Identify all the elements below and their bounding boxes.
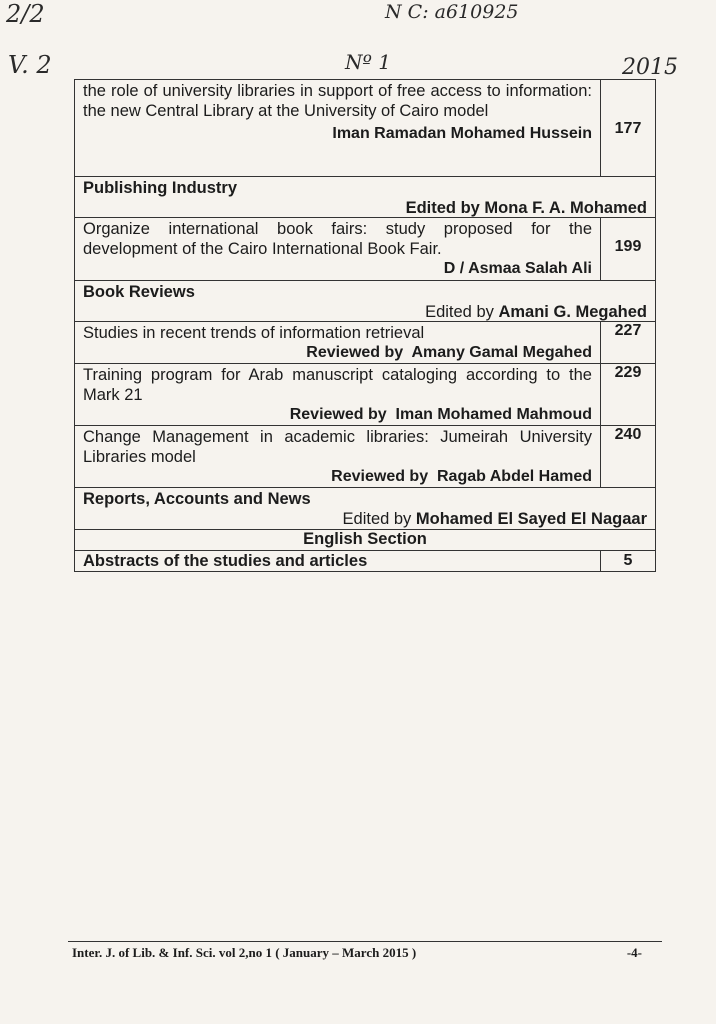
entry-page: 227 — [600, 322, 655, 363]
entry-page: 229 — [600, 364, 655, 425]
entry-title: Studies in recent trends of information retrieval — [83, 324, 425, 342]
handwritten-volume: V. 2 — [8, 51, 52, 79]
entry-page: 177 — [600, 80, 655, 176]
section-header — [75, 530, 655, 551]
reviewer-prefix: Reviewed by — [306, 344, 404, 361]
toc-entry — [75, 218, 655, 281]
section-editor — [83, 302, 647, 322]
section-editor: Edited by Mona F. A. Mohamed — [405, 199, 647, 217]
section-header — [75, 488, 655, 530]
table-of-contents — [74, 79, 656, 572]
entry-page: 199 — [600, 218, 655, 280]
toc-entry — [75, 322, 655, 364]
footer-divider — [68, 941, 662, 942]
handwritten-top-left: 2/2 — [6, 0, 45, 28]
editor-name: Mohamed El Sayed El Nagaar — [415, 510, 647, 528]
entry-title: Organize international book fairs: study proposed for the development of the Cairo International Book Fair. — [83, 220, 592, 258]
section-header — [75, 177, 655, 218]
toc-entry — [75, 551, 655, 571]
entry-title: Abstracts of the studies and articles — [83, 552, 368, 570]
entry-title: Change Management in academic libraries: Jumeirah University Libraries model — [83, 428, 592, 466]
section-title: Book Reviews — [83, 283, 195, 301]
reviewer-prefix: Reviewed by — [331, 468, 429, 485]
toc-entry — [75, 80, 655, 177]
toc-entry — [75, 364, 655, 426]
entry-author: Iman Ramadan Mohamed Hussein — [332, 125, 592, 142]
section-editor — [83, 509, 647, 529]
handwritten-issue: Nº 1 — [345, 50, 391, 74]
entry-title: Training program for Arab manuscript cataloging according to the Mark 21 — [83, 366, 592, 404]
reviewer-prefix: Reviewed by — [289, 406, 387, 423]
entry-author: D / Asmaa Salah Ali — [443, 260, 592, 277]
section-title: Reports, Accounts and News — [83, 490, 311, 508]
toc-entry — [75, 426, 655, 488]
reviewer-name: Amany Gamal Megahed — [411, 344, 592, 361]
reviewer-name: Ragab Abdel Hamed — [437, 468, 592, 485]
footer-page-number: -4- — [626, 945, 642, 960]
entry-author — [83, 467, 592, 487]
handwritten-year: 2015 — [622, 55, 678, 80]
handwritten-reference: N C: a610925 — [385, 1, 519, 23]
entry-author — [83, 343, 592, 363]
section-header — [75, 281, 655, 322]
entry-page: 240 — [600, 426, 655, 487]
entry-author — [83, 405, 592, 425]
editor-name: Amani G. Megahed — [498, 303, 647, 321]
entry-title: the role of university libraries in support of free access to information: the new Central Library at the University of Cairo model — [83, 82, 592, 120]
footer-reference: Inter. J. of Lib. & Inf. Sci. vol 2,no 1 ( January – March 2015 ) — [72, 945, 417, 960]
entry-page: 5 — [600, 551, 655, 571]
editor-prefix: Edited by — [342, 510, 412, 528]
reviewer-name: Iman Mohamed Mahmoud — [395, 406, 592, 423]
editor-prefix: Edited by — [425, 303, 494, 321]
section-title: Publishing Industry — [83, 179, 238, 197]
english-section-title: English Section — [303, 530, 427, 548]
